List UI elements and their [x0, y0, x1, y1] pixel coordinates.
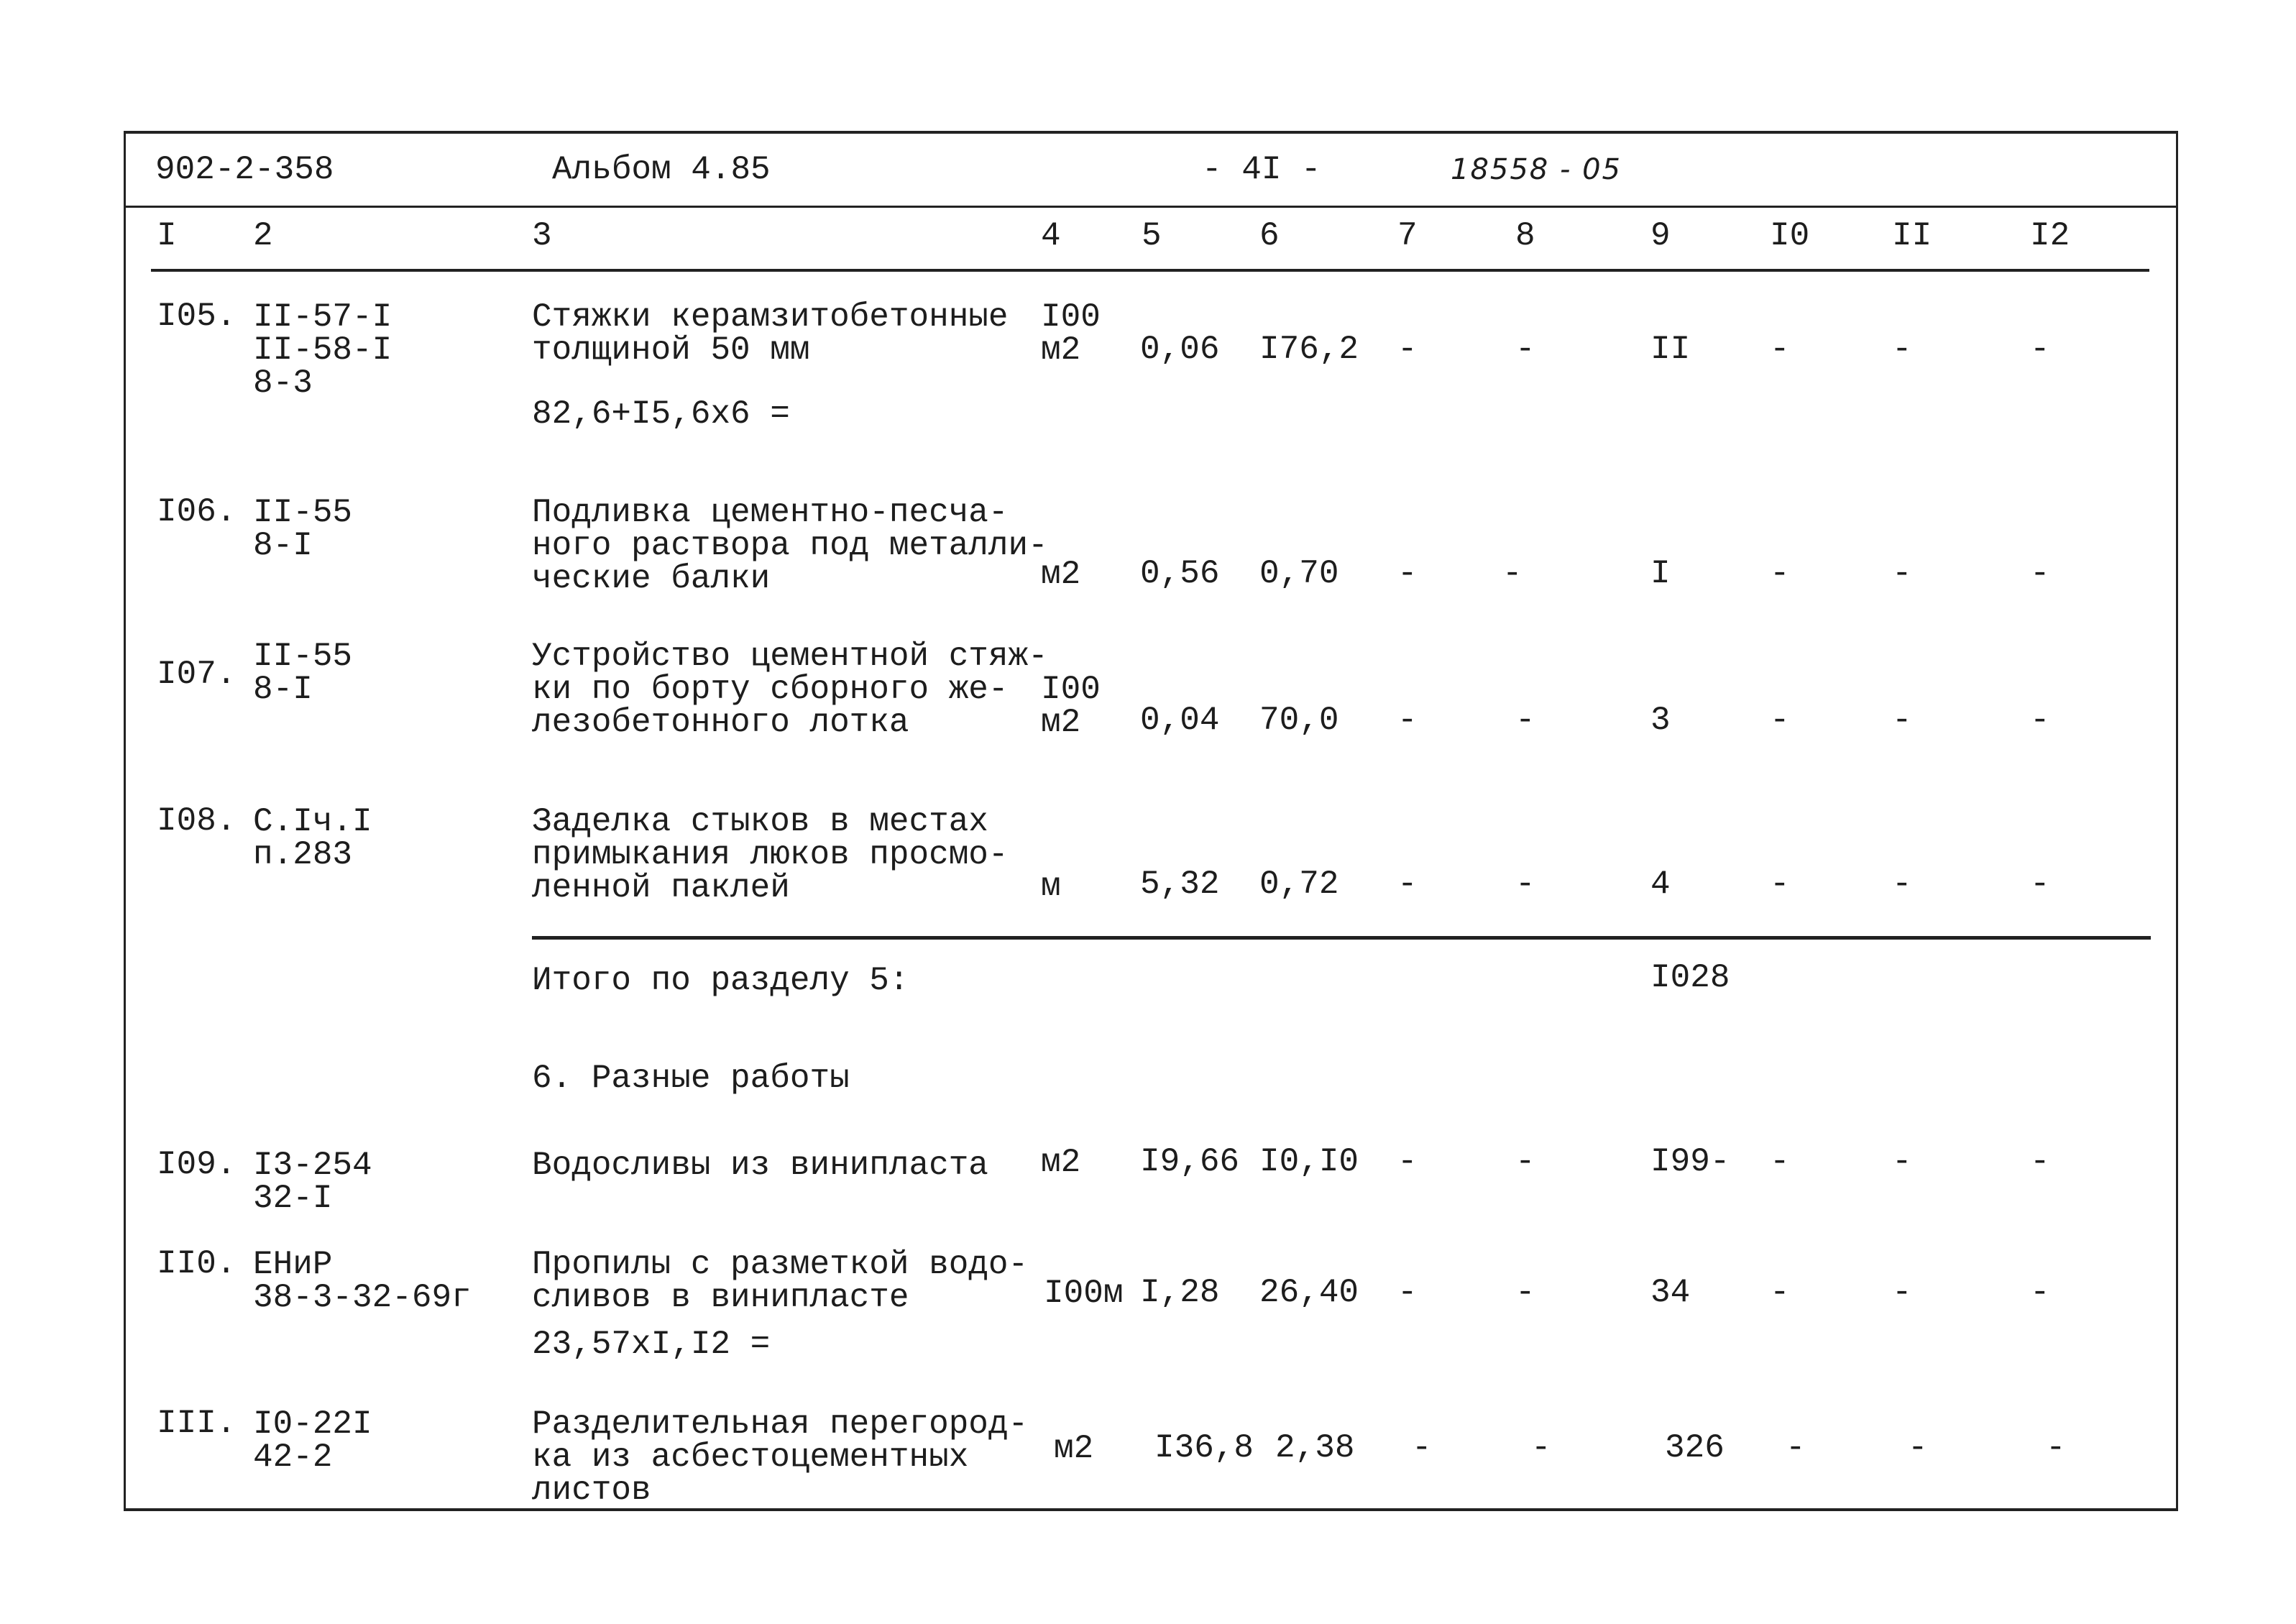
row-col9: 326 — [1665, 1429, 1725, 1467]
row-col5: 5,32 — [1140, 866, 1220, 903]
row-description: Подливка цементно-песча- ного раствора под металли- ческие балки — [532, 494, 1048, 597]
col-header-6: 6 — [1259, 217, 1280, 254]
row-col6: 2,38 — [1275, 1429, 1355, 1467]
row-col8: - — [1502, 555, 1523, 592]
row-col6: 70,0 — [1259, 702, 1339, 739]
row-col11: - — [1908, 1429, 1928, 1467]
row-code: II-57-I II-58-I 8-3 — [253, 298, 392, 402]
row-col8: - — [1515, 702, 1535, 739]
doc-code: 902-2-358 — [155, 151, 334, 188]
row-col10: - — [1770, 331, 1790, 368]
row-col9: 4 — [1650, 866, 1671, 903]
row-col7: - — [1397, 866, 1418, 903]
col-header-3: 3 — [532, 217, 552, 254]
row-col8: - — [1515, 331, 1535, 368]
row-col7: - — [1397, 1143, 1418, 1180]
col-header-12: I2 — [2030, 217, 2070, 254]
row-col12: - — [2046, 1429, 2066, 1467]
row-code: II-55 8-I — [253, 638, 353, 708]
row-col7: - — [1397, 555, 1418, 592]
row-col12: - — [2030, 702, 2050, 739]
row-description: Разделительная перегород- ка из асбестоцементных листов — [532, 1405, 1029, 1509]
row-col11: - — [1892, 866, 1912, 903]
row-col12: - — [2030, 1274, 2050, 1311]
section-title: 6. Разные работы — [532, 1060, 850, 1097]
row-col12: - — [2030, 555, 2050, 592]
row-col10: - — [1770, 702, 1790, 739]
row-code: ЕНиР 38-3-32-69г — [253, 1246, 472, 1316]
col-header-8: 8 — [1515, 217, 1535, 254]
row-col12: - — [2030, 1143, 2050, 1180]
row-col10: - — [1770, 866, 1790, 903]
row-col10: - — [1770, 1143, 1790, 1180]
row-number: I09. — [157, 1146, 237, 1183]
row-unit: I00 м2 — [1041, 298, 1101, 369]
row-calc: 23,57xI,I2 = — [532, 1326, 771, 1363]
row-col9: II — [1650, 331, 1691, 368]
row-col6: 26,40 — [1259, 1274, 1359, 1311]
row-number: I06. — [157, 493, 237, 531]
row-code: II-55 8-I — [253, 494, 353, 564]
row-col7: - — [1412, 1429, 1432, 1467]
row-code: I3-254 32-I — [253, 1147, 372, 1217]
col-header-11: II — [1892, 217, 1932, 254]
row-col11: - — [1892, 555, 1912, 592]
subtotal-divider — [532, 936, 2151, 940]
album-label: Альбом 4.85 — [552, 151, 771, 188]
row-unit: м2 — [1041, 1144, 1081, 1181]
row-description: Устройство цементной стяж- ки по борту сборного же- лезобетонного лотка — [532, 638, 1048, 741]
page-number: - 4I - — [1202, 151, 1321, 188]
handwritten-number: 18558 - 05 — [1451, 153, 1622, 186]
row-unit: м2 — [1041, 556, 1081, 593]
row-description: Заделка стыков в местах примыкания люков просмо- ленной паклей — [532, 803, 1009, 907]
row-calc: 82,6+I5,6x6 = — [532, 395, 790, 433]
row-col11: - — [1892, 331, 1912, 368]
row-col11: - — [1892, 1274, 1912, 1311]
row-col7: - — [1397, 702, 1418, 739]
row-col8: - — [1515, 1143, 1535, 1180]
row-col10: - — [1770, 555, 1790, 592]
row-col9: I — [1650, 555, 1671, 592]
subtotal-value: I028 — [1650, 959, 1730, 996]
row-col6: 0,72 — [1259, 866, 1339, 903]
row-unit: м — [1041, 868, 1061, 905]
row-number: I05. — [157, 298, 237, 335]
row-col8: - — [1515, 1274, 1535, 1311]
row-col12: - — [2030, 866, 2050, 903]
row-unit: I00м — [1044, 1275, 1124, 1312]
row-number: III. — [157, 1405, 237, 1442]
col-header-1: I — [157, 217, 177, 254]
row-number: I07. — [157, 656, 237, 693]
col-header-2: 2 — [253, 217, 273, 254]
row-col7: - — [1397, 1274, 1418, 1311]
row-col9: I99- — [1650, 1143, 1730, 1180]
row-col5: 0,04 — [1140, 702, 1220, 739]
row-unit: м2 — [1054, 1430, 1094, 1467]
row-unit: I00 м2 — [1041, 671, 1101, 741]
row-col5: I,28 — [1140, 1274, 1220, 1311]
row-code: I0-22I 42-2 — [253, 1405, 372, 1476]
row-col11: - — [1892, 1143, 1912, 1180]
col-header-5: 5 — [1142, 217, 1162, 254]
row-col7: - — [1397, 331, 1418, 368]
row-col6: I0,I0 — [1259, 1143, 1359, 1180]
row-description: Водосливы из винипласта — [532, 1147, 988, 1184]
row-number: I08. — [157, 802, 237, 840]
row-col6: 0,70 — [1259, 555, 1339, 592]
row-col8: - — [1515, 866, 1535, 903]
row-col8: - — [1531, 1429, 1551, 1467]
row-col5: 0,56 — [1140, 555, 1220, 592]
column-header-divider — [151, 269, 2149, 272]
col-header-4: 4 — [1041, 217, 1061, 254]
row-col10: - — [1770, 1274, 1790, 1311]
row-col6: I76,2 — [1259, 331, 1359, 368]
row-col11: - — [1892, 702, 1912, 739]
row-col10: - — [1786, 1429, 1806, 1467]
col-header-7: 7 — [1397, 217, 1418, 254]
header-divider — [124, 206, 2178, 208]
subtotal-label: Итого по разделу 5: — [532, 962, 909, 999]
row-number: II0. — [157, 1245, 237, 1283]
row-col5: I36,8 — [1154, 1429, 1254, 1467]
col-header-10: I0 — [1770, 217, 1810, 254]
row-code: С.Iч.I п.283 — [253, 803, 372, 873]
row-description: Пропилы с разметкой водо- сливов в винипласте — [532, 1246, 1029, 1316]
row-col9: 3 — [1650, 702, 1671, 739]
row-col5: I9,66 — [1140, 1143, 1240, 1180]
col-header-9: 9 — [1650, 217, 1671, 254]
row-col12: - — [2030, 331, 2050, 368]
row-col9: 34 — [1650, 1274, 1691, 1311]
row-description: Стяжки керамзитобетонные толщиной 50 мм — [532, 298, 1009, 369]
row-col5: 0,06 — [1140, 331, 1220, 368]
